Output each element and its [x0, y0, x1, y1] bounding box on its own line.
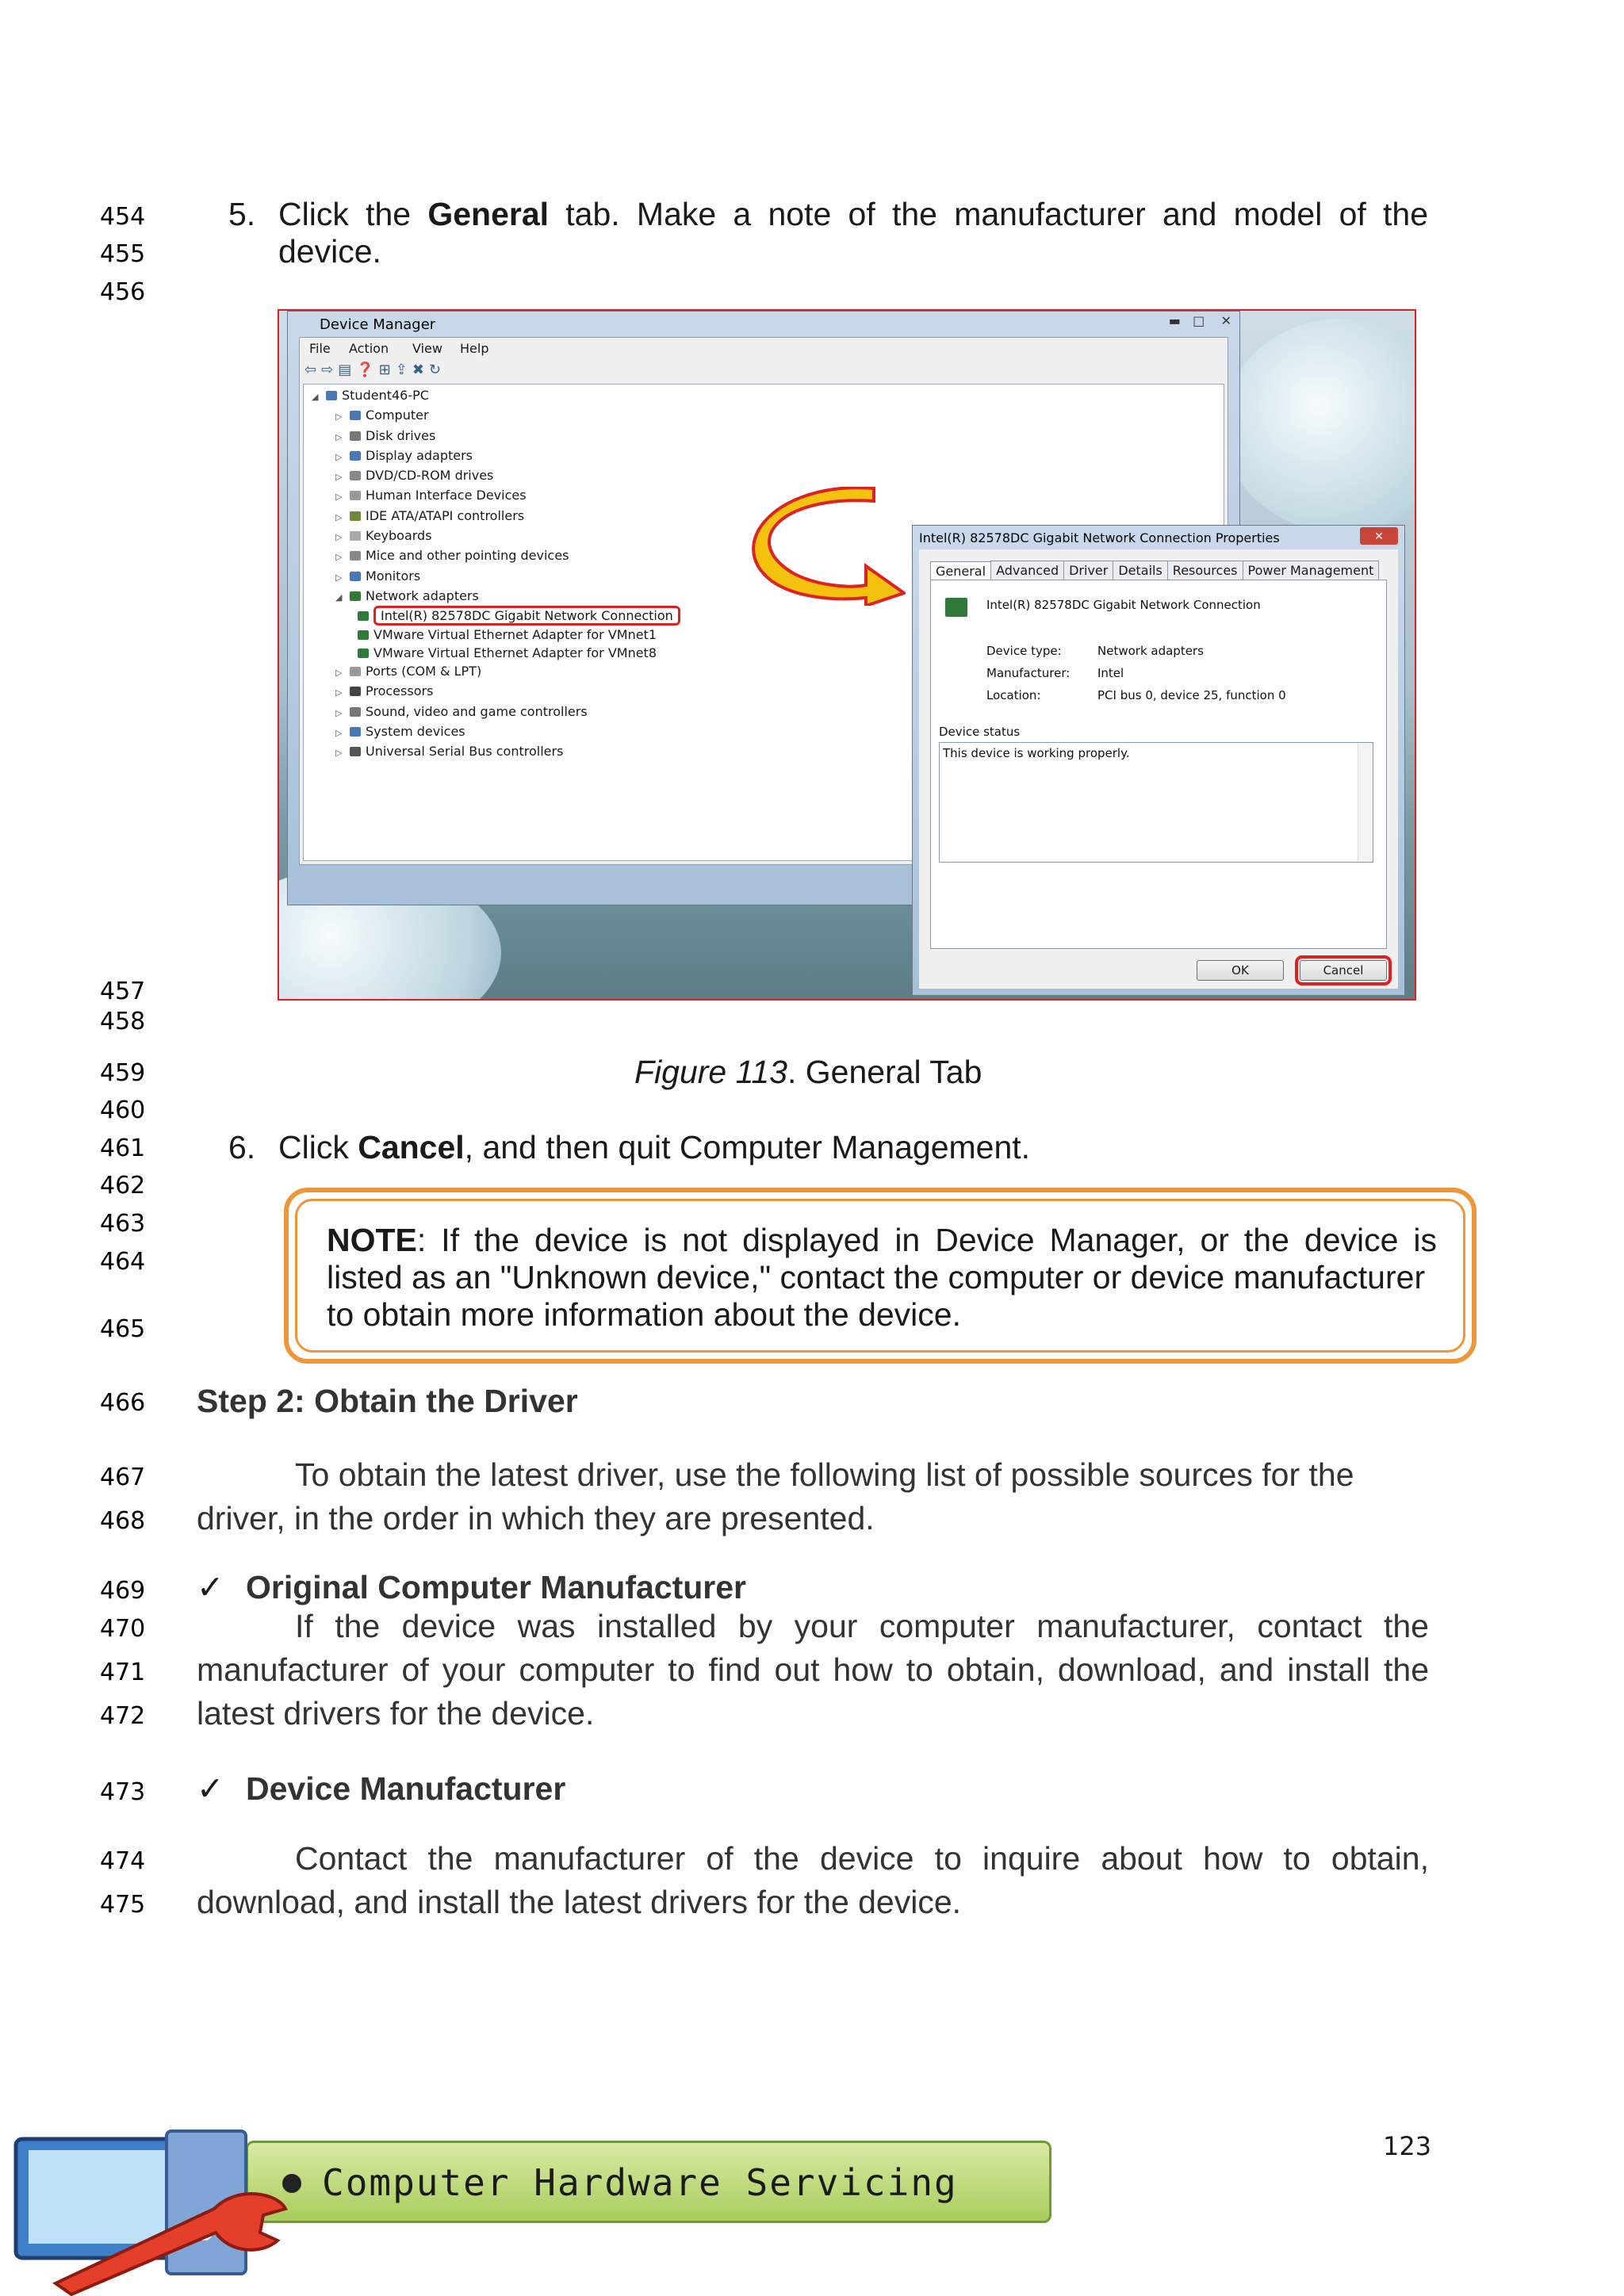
- check-2-line-1: Contact the manufacturer of the device to inquire about how to obtain,: [295, 1840, 1429, 1877]
- tree-item[interactable]: ▷ System devices: [335, 724, 465, 740]
- step-6-line: [278, 1127, 1030, 1169]
- step-5-post: tab. Make a note of the manufacturer and model of the: [549, 196, 1429, 232]
- checkmark-icon: ✓: [197, 1568, 224, 1606]
- footer-title: Computer Hardware Servicing: [322, 2161, 958, 2204]
- device-type-value: Network adapters: [1097, 644, 1204, 658]
- forward-icon[interactable]: ⇨: [321, 362, 339, 378]
- tab-details[interactable]: Details: [1113, 561, 1167, 580]
- close-icon: ✕: [1374, 530, 1384, 542]
- tree-item[interactable]: ▷ Processors: [335, 683, 434, 699]
- device-status-label: Device status: [939, 725, 1021, 739]
- tab-strip: [930, 561, 1378, 580]
- tab-power-management[interactable]: Power Management: [1243, 561, 1380, 580]
- properties-icon[interactable]: ▤: [338, 362, 357, 378]
- step-5-line-1: [278, 193, 1428, 235]
- page-number: 123: [1383, 2131, 1432, 2161]
- tab-driver[interactable]: Driver: [1063, 561, 1113, 580]
- step-2-heading: Step 2: Obtain the Driver: [197, 1383, 578, 1419]
- line-number: 473: [100, 1778, 146, 1806]
- window-controls: [1169, 313, 1231, 328]
- location-value: PCI bus 0, device 25, function 0: [1097, 688, 1286, 702]
- check-1-line-3: latest drivers for the device.: [197, 1695, 595, 1732]
- dialog-client: [919, 549, 1398, 989]
- keyboard-icon: [350, 531, 361, 541]
- line-number: 471: [100, 1659, 146, 1686]
- figure-caption: [634, 1051, 982, 1093]
- step-5-line-2: device.: [278, 233, 381, 270]
- ok-button[interactable]: OK: [1197, 960, 1284, 981]
- tab-panel: [930, 580, 1387, 949]
- location-label: Location:: [986, 688, 1041, 702]
- manufacturer-label: Manufacturer:: [986, 666, 1071, 680]
- properties-title: Intel(R) 82578DC Gigabit Network Connection Properties: [919, 530, 1280, 545]
- step-6-bold: Cancel: [358, 1129, 465, 1165]
- step-6-pre: Click: [278, 1129, 358, 1165]
- step-5-bold: General: [427, 196, 550, 232]
- check-2-heading: Device Manufacturer: [246, 1770, 566, 1807]
- tree-item[interactable]: ▷ Human Interface Devices: [335, 488, 527, 503]
- tree-item[interactable]: ◢ Network adapters: [335, 587, 479, 603]
- properties-dialog: [912, 525, 1405, 996]
- scan-icon[interactable]: ⊞: [378, 362, 396, 378]
- line-number: 464: [100, 1248, 146, 1276]
- dvd-icon: [350, 471, 361, 480]
- tab-advanced[interactable]: Advanced: [990, 561, 1064, 580]
- tree-item[interactable]: ▷ DVD/CD-ROM drives: [335, 468, 494, 484]
- note-line-2: listed as an "Unknown device," contact the computer or device manufacturer: [327, 1259, 1426, 1295]
- check-1-line-1: If the device was installed by your computer manufacturer, contact the: [295, 1608, 1429, 1644]
- line-number: 474: [100, 1847, 146, 1875]
- device-manager-title: Device Manager: [320, 316, 436, 333]
- enable-icon[interactable]: ↻: [428, 362, 446, 378]
- network-icon: [358, 630, 369, 640]
- network-icon: [350, 591, 361, 601]
- maximize-icon[interactable]: □: [1193, 313, 1205, 328]
- mouse-icon: [350, 551, 361, 561]
- curved-arrow-icon: [747, 487, 906, 606]
- check-1-heading: Original Computer Manufacturer: [246, 1569, 747, 1605]
- check-1-line-2: manufacturer of your computer to find out how to obtain, download, and install the: [197, 1651, 1429, 1688]
- hid-icon: [350, 491, 361, 500]
- tab-general[interactable]: General: [930, 561, 991, 580]
- note-label: NOTE: [327, 1222, 417, 1258]
- ide-icon: [350, 511, 361, 521]
- port-icon: [350, 667, 361, 676]
- monitor-icon: [350, 572, 361, 581]
- device-tree: [312, 386, 680, 763]
- caption-text: . General Tab: [787, 1054, 982, 1090]
- manufacturer-value: Intel: [1097, 666, 1124, 680]
- line-number: 462: [100, 1172, 146, 1200]
- tree-item[interactable]: ▷ Monitors: [335, 568, 421, 584]
- dialog-close-button[interactable]: [1360, 527, 1398, 545]
- checkmark-icon: ✓: [197, 1770, 224, 1808]
- tree-item[interactable]: VMware Virtual Ethernet Adapter for VMnet8: [312, 644, 680, 662]
- line-number: 463: [100, 1210, 146, 1238]
- note-line-3: to obtain more information about the device.: [327, 1296, 961, 1333]
- update-driver-icon[interactable]: ⇪: [395, 362, 412, 378]
- sound-icon: [350, 707, 361, 717]
- tree-item[interactable]: ▷ Keyboards: [335, 528, 432, 544]
- note-box: [284, 1188, 1477, 1364]
- line-number: 467: [100, 1464, 146, 1491]
- tree-item[interactable]: ▷ Mice and other pointing devices: [335, 548, 569, 564]
- device-status-text: This device is working properly.: [943, 746, 1130, 760]
- network-adapter-icon: [945, 598, 967, 617]
- menu-file[interactable]: File: [309, 341, 331, 356]
- tree-item[interactable]: VMware Virtual Ethernet Adapter for VMnet1: [312, 626, 680, 644]
- line-number: 454: [100, 203, 146, 231]
- step-6-number: 6.: [228, 1129, 256, 1165]
- line-number: 456: [100, 278, 146, 306]
- menu-help[interactable]: Help: [460, 341, 489, 356]
- device-type-label: Device type:: [986, 644, 1062, 658]
- device-name: Intel(R) 82578DC Gigabit Network Connection: [986, 598, 1261, 612]
- line-number: 475: [100, 1891, 146, 1919]
- network-icon: [358, 611, 369, 621]
- line-number: 468: [100, 1507, 146, 1535]
- tree-item[interactable]: ▷ Ports (COM & LPT): [335, 664, 482, 679]
- line-number: 469: [100, 1577, 146, 1605]
- line-number: 457: [100, 978, 146, 1005]
- step-5-pre: Click the: [278, 196, 428, 232]
- para-1-line-1: To obtain the latest driver, use the following list of possible sources for the: [295, 1456, 1354, 1493]
- toolbar: [304, 362, 446, 378]
- computer-icon: [326, 391, 337, 400]
- line-number: 472: [100, 1702, 146, 1730]
- status-scrollbar[interactable]: [1358, 743, 1373, 862]
- line-number: 461: [100, 1135, 146, 1162]
- caption-figure-number: Figure 113: [634, 1054, 787, 1090]
- line-number: 459: [100, 1059, 146, 1087]
- note-line-1: [327, 1219, 1437, 1261]
- figure-screenshot: [278, 309, 1416, 1001]
- help-icon[interactable]: ❓: [356, 362, 379, 378]
- computer-wrench-logo-icon: [8, 2114, 325, 2296]
- tree-item[interactable]: ▷ IDE ATA/ATAPI controllers: [335, 507, 525, 523]
- menu-view[interactable]: View: [412, 341, 442, 356]
- step-5-number: 5.: [228, 196, 256, 232]
- line-number: 460: [100, 1096, 146, 1124]
- back-icon[interactable]: ⇦: [304, 362, 322, 378]
- note-line-1-text: : If the device is not displayed in Device Manager, or the device is: [416, 1222, 1437, 1258]
- check-2-line-2: download, and install the latest drivers for the device.: [197, 1884, 962, 1920]
- para-1-line-2: driver, in the order in which they are presented.: [197, 1500, 875, 1536]
- system-icon: [350, 727, 361, 737]
- tree-item-selected[interactable]: Intel(R) 82578DC Gigabit Network Connection: [312, 607, 680, 625]
- iceberg-right: [1223, 319, 1416, 533]
- network-icon: [358, 649, 369, 658]
- step-6-post: , and then quit Computer Management.: [464, 1129, 1031, 1165]
- disk-icon: [350, 431, 361, 441]
- tab-resources[interactable]: Resources: [1167, 561, 1243, 580]
- uninstall-icon[interactable]: ✖: [412, 362, 429, 378]
- display-icon: [350, 451, 361, 461]
- minimize-icon[interactable]: ▬: [1168, 313, 1181, 328]
- computer-icon: [350, 411, 361, 420]
- line-number: 470: [100, 1615, 146, 1643]
- cancel-button[interactable]: Cancel: [1300, 960, 1387, 981]
- menu-action[interactable]: Action: [349, 341, 389, 356]
- line-number: 466: [100, 1389, 146, 1417]
- tree-item[interactable]: ▷ Sound, video and game controllers: [335, 703, 588, 719]
- line-number: 458: [100, 1008, 146, 1035]
- tree-item[interactable]: ▷ Disk drives: [335, 427, 436, 443]
- tree-root[interactable]: ◢ Student46-PC: [312, 388, 429, 403]
- processor-icon: [350, 687, 361, 696]
- tree-item[interactable]: ▷ Computer: [335, 408, 429, 423]
- line-number: 465: [100, 1315, 146, 1343]
- close-icon[interactable]: ✕: [1220, 313, 1231, 328]
- usb-icon: [350, 747, 361, 756]
- device-status-box[interactable]: [939, 742, 1373, 863]
- line-number: 455: [100, 240, 146, 268]
- tree-item[interactable]: ▷ Universal Serial Bus controllers: [335, 744, 564, 760]
- tree-item[interactable]: ▷ Display adapters: [335, 447, 473, 463]
